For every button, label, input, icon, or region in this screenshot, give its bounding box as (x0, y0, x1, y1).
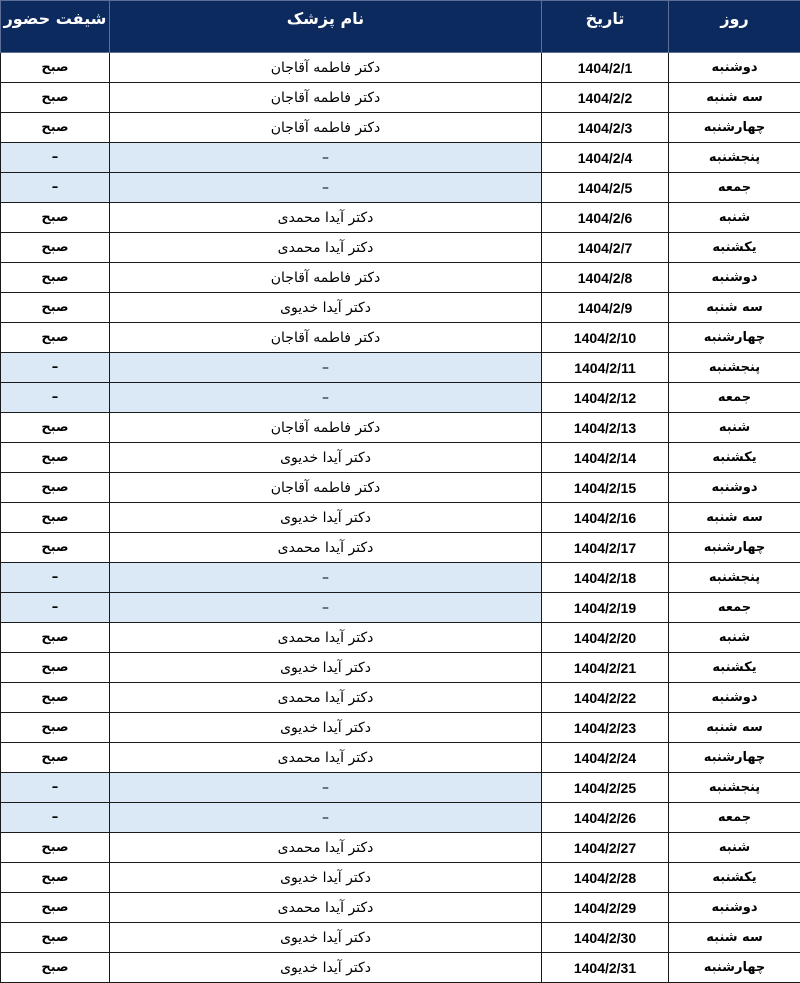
day-cell: دوشنبه (669, 53, 800, 83)
date-cell: 1404/2/21 (542, 653, 669, 683)
doctor-cell: دکتر آیدا خدیوی (110, 293, 542, 323)
table-row (1, 563, 800, 593)
day-cell: جمعه (669, 173, 800, 203)
shift-cell: صبح (1, 833, 110, 863)
doctor-cell: دکتر فاطمه آقاجان (110, 323, 542, 353)
shift-cell: صبح (1, 623, 110, 653)
date-cell: 1404/2/8 (542, 263, 669, 293)
shift-cell: – (1, 803, 110, 833)
shift-cell: صبح (1, 113, 110, 143)
shift-cell: صبح (1, 683, 110, 713)
day-cell: دوشنبه (669, 893, 800, 923)
shift-cell: صبح (1, 293, 110, 323)
date-cell: 1404/2/20 (542, 623, 669, 653)
table-row (1, 593, 800, 623)
table-row (1, 353, 800, 383)
table-row (1, 773, 800, 803)
table-row (1, 833, 800, 863)
table-row (1, 173, 800, 203)
day-cell: چهارشنبه (669, 953, 800, 983)
shift-cell: صبح (1, 203, 110, 233)
shift-cell: صبح (1, 443, 110, 473)
shift-cell: – (1, 773, 110, 803)
date-cell: 1404/2/14 (542, 443, 669, 473)
table-header (1, 1, 800, 53)
day-cell: دوشنبه (669, 473, 800, 503)
day-cell: یکشنبه (669, 863, 800, 893)
table-row (1, 383, 800, 413)
doctor-cell: دکتر آیدا خدیوی (110, 953, 542, 983)
table-row (1, 293, 800, 323)
shift-cell: صبح (1, 533, 110, 563)
doctor-cell: دکتر فاطمه آقاجان (110, 473, 542, 503)
table-row (1, 683, 800, 713)
table-row (1, 953, 800, 983)
doctor-cell: دکتر فاطمه آقاجان (110, 263, 542, 293)
shift-cell: صبح (1, 893, 110, 923)
shift-cell: – (1, 353, 110, 383)
day-cell: سه شنبه (669, 293, 800, 323)
shift-cell: صبح (1, 263, 110, 293)
doctor-cell: دکتر آیدا خدیوی (110, 653, 542, 683)
shift-cell: – (1, 563, 110, 593)
date-cell: 1404/2/2 (542, 83, 669, 113)
date-cell: 1404/2/27 (542, 833, 669, 863)
doctor-cell: – (110, 563, 542, 593)
day-cell: سه شنبه (669, 83, 800, 113)
doctor-cell: دکتر آیدا محمدی (110, 233, 542, 263)
doctor-cell: دکتر آیدا خدیوی (110, 503, 542, 533)
date-cell: 1404/2/5 (542, 173, 669, 203)
day-cell: چهارشنبه (669, 743, 800, 773)
header-shift: شیفت حضور (1, 1, 110, 53)
doctor-cell: دکتر آیدا محمدی (110, 683, 542, 713)
day-cell: شنبه (669, 833, 800, 863)
table-row (1, 83, 800, 113)
table-row (1, 53, 800, 83)
day-cell: پنجشنبه (669, 353, 800, 383)
date-cell: 1404/2/31 (542, 953, 669, 983)
doctor-cell: دکتر فاطمه آقاجان (110, 413, 542, 443)
header-row (1, 1, 800, 53)
table-row (1, 113, 800, 143)
table-row (1, 623, 800, 653)
doctor-cell: – (110, 773, 542, 803)
table-row (1, 923, 800, 953)
table-row (1, 473, 800, 503)
table-row (1, 713, 800, 743)
table-row (1, 743, 800, 773)
table-row (1, 263, 800, 293)
doctor-cell: – (110, 803, 542, 833)
doctor-cell: دکتر آیدا خدیوی (110, 713, 542, 743)
date-cell: 1404/2/9 (542, 293, 669, 323)
shift-cell: صبح (1, 473, 110, 503)
day-cell: سه شنبه (669, 713, 800, 743)
table-row (1, 893, 800, 923)
shift-cell: – (1, 383, 110, 413)
shift-cell: صبح (1, 743, 110, 773)
date-cell: 1404/2/1 (542, 53, 669, 83)
shift-cell: – (1, 143, 110, 173)
table-row (1, 143, 800, 173)
shift-cell: صبح (1, 413, 110, 443)
table-body (1, 53, 800, 983)
date-cell: 1404/2/30 (542, 923, 669, 953)
day-cell: شنبه (669, 203, 800, 233)
day-cell: سه شنبه (669, 923, 800, 953)
day-cell: پنجشنبه (669, 563, 800, 593)
shift-cell: صبح (1, 83, 110, 113)
doctor-cell: دکتر فاطمه آقاجان (110, 83, 542, 113)
day-cell: پنجشنبه (669, 143, 800, 173)
shift-cell: صبح (1, 863, 110, 893)
day-cell: جمعه (669, 593, 800, 623)
day-cell: شنبه (669, 413, 800, 443)
date-cell: 1404/2/10 (542, 323, 669, 353)
doctor-cell: دکتر آیدا محمدی (110, 623, 542, 653)
shift-cell: صبح (1, 953, 110, 983)
doctor-cell: دکتر فاطمه آقاجان (110, 53, 542, 83)
doctor-cell: دکتر آیدا محمدی (110, 833, 542, 863)
table-row (1, 653, 800, 683)
day-cell: دوشنبه (669, 683, 800, 713)
date-cell: 1404/2/17 (542, 533, 669, 563)
date-cell: 1404/2/4 (542, 143, 669, 173)
date-cell: 1404/2/7 (542, 233, 669, 263)
day-cell: یکشنبه (669, 653, 800, 683)
day-cell: دوشنبه (669, 263, 800, 293)
shift-cell: صبح (1, 653, 110, 683)
table-row (1, 803, 800, 833)
date-cell: 1404/2/23 (542, 713, 669, 743)
day-cell: یکشنبه (669, 443, 800, 473)
date-cell: 1404/2/18 (542, 563, 669, 593)
doctor-cell: دکتر آیدا خدیوی (110, 443, 542, 473)
day-cell: سه شنبه (669, 503, 800, 533)
shift-cell: – (1, 593, 110, 623)
shift-cell: صبح (1, 503, 110, 533)
date-cell: 1404/2/22 (542, 683, 669, 713)
day-cell: جمعه (669, 803, 800, 833)
date-cell: 1404/2/25 (542, 773, 669, 803)
date-cell: 1404/2/3 (542, 113, 669, 143)
day-cell: چهارشنبه (669, 323, 800, 353)
header-date: تاریخ (542, 1, 669, 53)
doctor-cell: – (110, 593, 542, 623)
date-cell: 1404/2/12 (542, 383, 669, 413)
doctor-cell: دکتر آیدا محمدی (110, 533, 542, 563)
doctor-cell: دکتر آیدا محمدی (110, 743, 542, 773)
shift-cell: – (1, 173, 110, 203)
table-row (1, 233, 800, 263)
date-cell: 1404/2/15 (542, 473, 669, 503)
table-row (1, 863, 800, 893)
date-cell: 1404/2/13 (542, 413, 669, 443)
day-cell: یکشنبه (669, 233, 800, 263)
day-cell: پنجشنبه (669, 773, 800, 803)
doctor-cell: – (110, 143, 542, 173)
shift-cell: صبح (1, 53, 110, 83)
shift-cell: صبح (1, 713, 110, 743)
day-cell: چهارشنبه (669, 533, 800, 563)
table-row (1, 413, 800, 443)
table-row (1, 503, 800, 533)
date-cell: 1404/2/6 (542, 203, 669, 233)
shift-cell: صبح (1, 233, 110, 263)
doctor-cell: دکتر آیدا خدیوی (110, 863, 542, 893)
table-row (1, 533, 800, 563)
doctor-cell: – (110, 173, 542, 203)
doctor-cell: – (110, 353, 542, 383)
date-cell: 1404/2/11 (542, 353, 669, 383)
date-cell: 1404/2/26 (542, 803, 669, 833)
doctor-cell: دکتر آیدا محمدی (110, 203, 542, 233)
doctor-cell: دکتر آیدا محمدی (110, 893, 542, 923)
day-cell: چهارشنبه (669, 113, 800, 143)
table-row (1, 443, 800, 473)
date-cell: 1404/2/19 (542, 593, 669, 623)
shift-cell: صبح (1, 923, 110, 953)
table-row (1, 203, 800, 233)
header-day: روز (669, 1, 800, 53)
date-cell: 1404/2/29 (542, 893, 669, 923)
doctor-cell: – (110, 383, 542, 413)
date-cell: 1404/2/16 (542, 503, 669, 533)
date-cell: 1404/2/24 (542, 743, 669, 773)
doctor-cell: دکتر آیدا خدیوی (110, 923, 542, 953)
shift-cell: صبح (1, 323, 110, 353)
doctor-cell: دکتر فاطمه آقاجان (110, 113, 542, 143)
day-cell: جمعه (669, 383, 800, 413)
header-doctor: نام پزشک (110, 1, 542, 53)
table-row (1, 323, 800, 353)
day-cell: شنبه (669, 623, 800, 653)
date-cell: 1404/2/28 (542, 863, 669, 893)
